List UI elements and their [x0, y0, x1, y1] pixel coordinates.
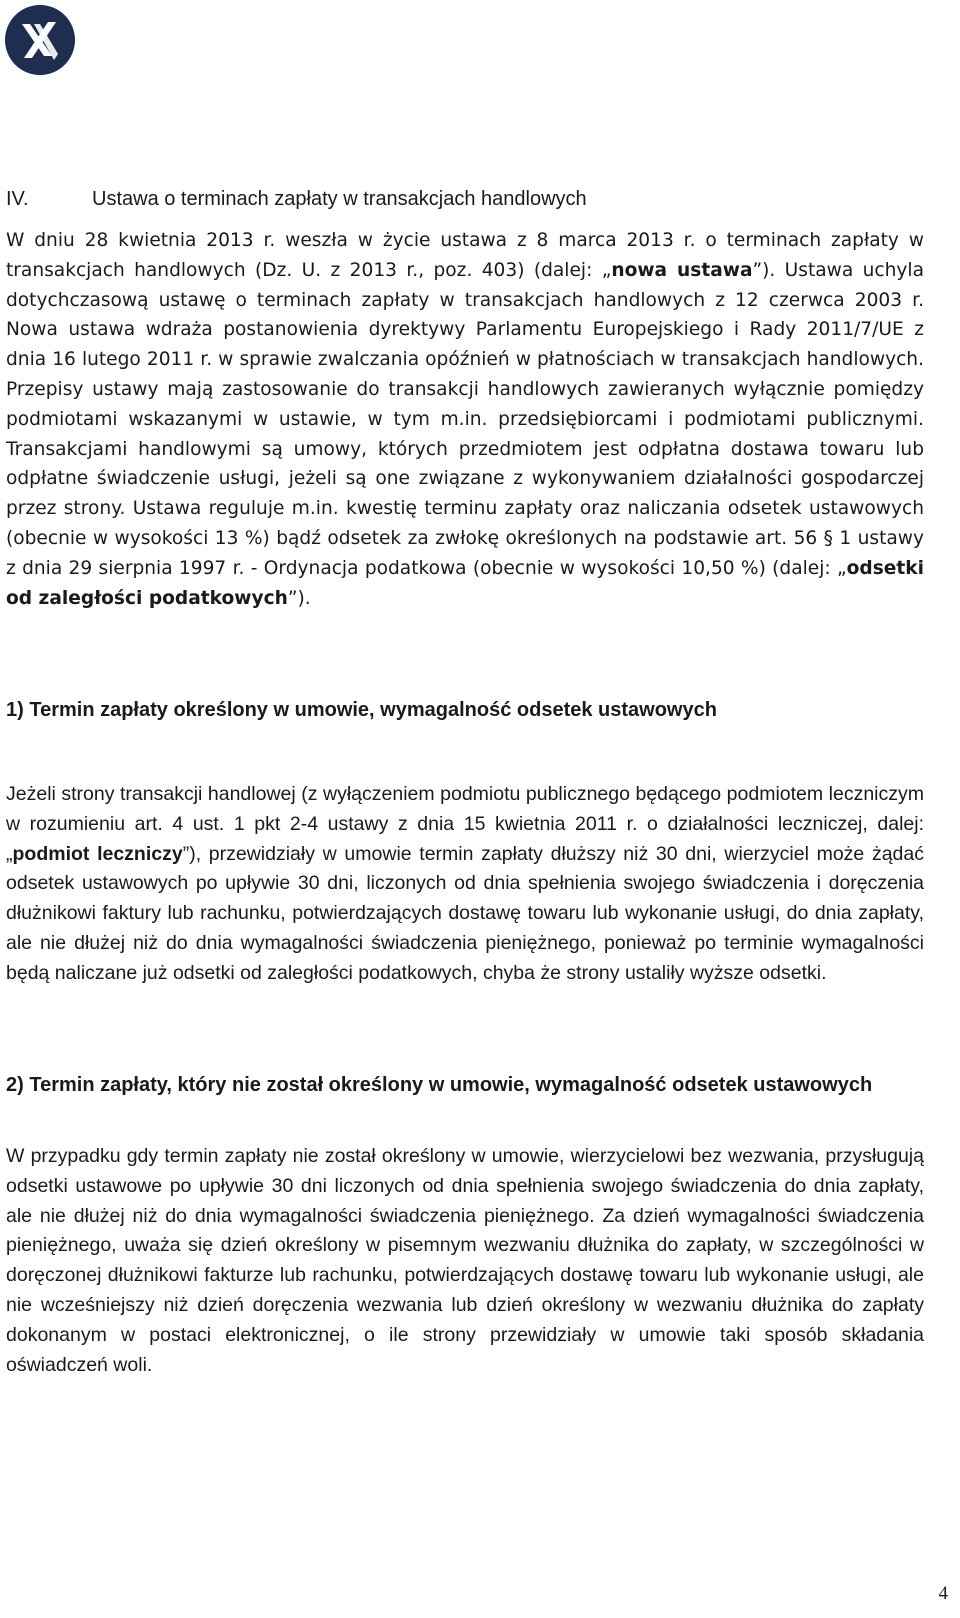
intro-paragraph: [6, 226, 924, 613]
term-nowa-ustawa: nowa ustawa: [611, 259, 753, 281]
subsection-2-heading: [6, 1071, 924, 1101]
intro-text-3: ”).: [287, 587, 311, 609]
section-number: IV.: [6, 188, 29, 210]
intro-text-2: ”). Ustawa uchyla dotychczasową ustawę o terminach zapłaty w transakcjach handlowych z 12 czerwca 2003 r. Nowa ustawa wdraża postanowienia dyrektywy Parlamentu Europejskiego i Rady 2011/7/UE z dnia 16 lutego 2011 r. w sprawie zwalczania opóźnień w płatnościach w transakcjach handlowych. Przepisy ustawy mają zastosowanie do transakcji handlowych zawieranych wyłącznie pomiędzy podmiotami wskazanymi w ustawie, w tym m.in. przedsiębiorcami i podmiotami publicznymi. Transakcjami handlowymi są umowy, których przedmiotem jest odpłatna dostawa towaru lub odpłatne świadczenie usługi, jeżeli są one związane z wykonywaniem działalności gospodarczej przez strony. Ustawa reguluje m.in. kwestię terminu zapłaty oraz naliczania odsetek ustawowych (obecnie w wysokości 13 %) bądź odsetek za zwłokę określonych na podstawie art. 56 § 1 ustawy z dnia 29 sierpnia 1997 r. - Ordynacja podatkowa (obecnie w wysokości 10,50 %) (dalej: „: [6, 259, 924, 579]
subsection-2-title: 2) Termin zapłaty, który nie został określony w umowie, wymagalność odsetek ustawowych: [6, 1074, 873, 1096]
subsection-1-heading: [6, 696, 924, 726]
intro-text-1: W dniu 28 kwietnia 2013 r. weszła w życie ustawa z 8 marca 2013 r. o terminach zapłaty w transakcjach handlowych (Dz. U. z 2013 r., poz. 403) (dalej: „: [6, 230, 924, 281]
page-number: 4: [938, 1583, 948, 1604]
term-odsetki: odsetki od zaległości podatkowych: [6, 557, 924, 609]
s2-text: W przypadku gdy termin zapłaty nie został określony w umowie, wierzycielowi bez wezwania, przysługują odsetki ustawowe po upływie 30 dni liczonych od dnia spełnienia swojego świadczenia do dnia zapłaty, ale nie dłużej niż do dnia wymagalności świadczenia pieniężnego. Za dzień wymagalności świadczenia pieniężnego, uważa się dzień określony w pisemnym wezwaniu dłużnika do zapłaty, w szczególności w doręczonej dłużnikowi fakturze lub rachunku, potwierdzających dostawę towaru lub wykonanie usługi, ale nie wcześniejszy niż dzień doręczenia wezwania lub dzień określony w wezwaniu dłużnika do zapłaty dokonanym w postaci elektronicznej, o ile strony przewidziały w umowie taki sposób składania oświadczeń woli.: [6, 1145, 924, 1376]
subsection-1-title: 1) Termin zapłaty określony w umowie, wymagalność odsetek ustawowych: [6, 699, 717, 721]
subsection-2-paragraph: [6, 1142, 924, 1380]
subsection-1-paragraph: [6, 780, 924, 989]
term-podmiot-leczniczy: podmiot leczniczy: [12, 842, 183, 865]
company-logo-icon: [4, 4, 76, 76]
section-title-text: Ustawa o terminach zapłaty w transakcjach handlowych: [92, 188, 587, 210]
s1-text-1: Jeżeli strony transakcji handlowej (z wyłączeniem podmiotu publicznego będącego podmiotem leczniczym w rozumieniu art. 4 ust. 1 pkt 2-4 ustawy z dnia 15 kwietnia 2011 r. o działalności leczniczej, dalej: „: [6, 783, 924, 865]
section-title: [6, 184, 587, 214]
s1-text-2: ”), przewidziały w umowie termin zapłaty dłuższy niż 30 dni, wierzyciel może żądać odsetek ustawowych po upływie 30 dni, liczonych od dnia spełnienia swojego świadczenia i doręczenia dłużnikowi faktury lub rachunku, potwierdzających dostawę towaru lub wykonanie usługi, do dnia zapłaty, ale nie dłużej niż do dnia wymagalności świadczenia pieniężnego, ponieważ po terminie wymagalności będą naliczane już odsetki od zaległości podatkowych, chyba że strony ustaliły wyższe odsetki.: [6, 842, 924, 984]
